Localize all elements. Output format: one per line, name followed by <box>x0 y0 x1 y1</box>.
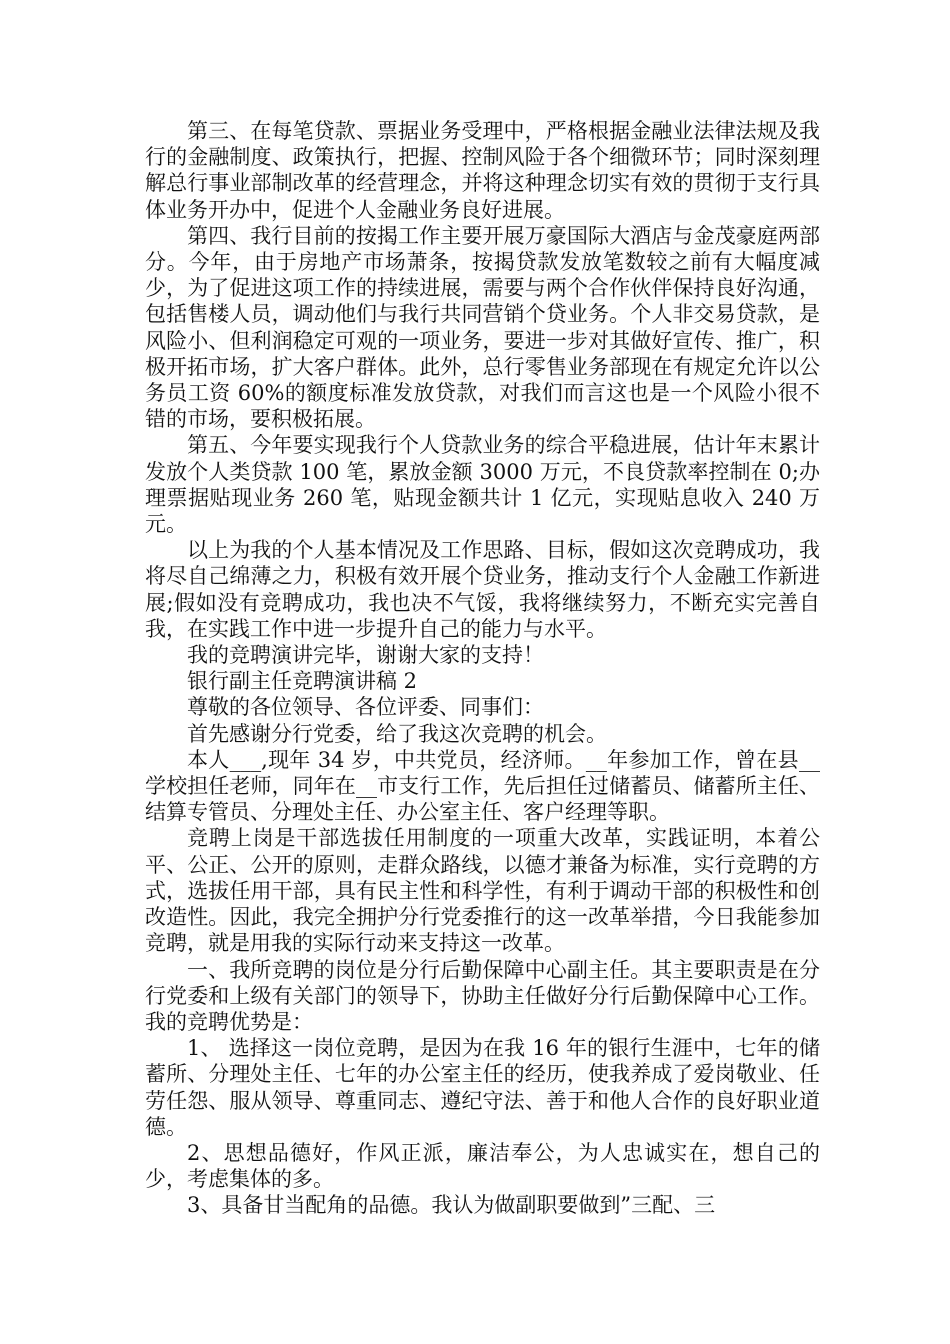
paragraph-1: 第三、在每笔贷款、票据业务受理中，严格根据金融业法律法规及我行的金融制度、政策执行，把握、控制风险于各个细微环节；同时深刻理解总行事业部制改革的经营理念，并将这种理念切实有效的贯彻于支行具体业务开办中，促进个人金融业务良好进展。 <box>145 119 820 222</box>
document-page <box>145 118 820 1219</box>
paragraph-4: 以上为我的个人基本情况及工作思路、目标，假如这次竞聘成功，我将尽自己绵薄之力，积极有效开展个贷业务，推动支行个人金融工作新进展;假如没有竞聘成功，我也决不气馁，我将继续努力，不断充实完善自我，在实践工作中进一步提升自己的能力与水平。 <box>145 538 820 641</box>
paragraph-14: 3、具备甘当配角的品德。我认为做副职要做到”三配、三 <box>187 1193 716 1218</box>
paragraph-5: 我的竞聘演讲完毕，谢谢大家的支持！ <box>187 643 544 668</box>
paragraph-13: 2、思想品德好，作风正派，廉洁奉公，为人忠诚实在，想自己的少，考虑集体的多。 <box>145 1140 820 1192</box>
paragraph-9: 本人___,现年 34 岁，中共党员，经济师。__年参加工作，曾在县__学校担任老师，同年在__市支行工作，先后担任过储蓄员、储蓄所主任、结算专管员、分理处主任、办公室主任、客户经理等职。 <box>145 747 820 825</box>
paragraph-8: 首先感谢分行党委，给了我这次竞聘的机会。 <box>187 721 607 746</box>
salutation: 尊敬的各位领导、各位评委、同事们： <box>187 695 544 720</box>
paragraph-11: 一、我所竞聘的岗位是分行后勤保障中心副主任。其主要职责是在分行党委和上级有关部门的领导下，协助主任做好分行后勤保障中心工作。我的竞聘优势是： <box>145 957 820 1034</box>
paragraph-3: 第五、今年要实现我行个人贷款业务的综合平稳进展，估计年末累计发放个人类贷款 100 笔，累放金额 3000 万元，不良贷款率控制在 0;办理票据贴现业务 260 笔，贴现金额共计 1 亿元，实现贴息收入 240 万元。 <box>145 433 820 537</box>
paragraph-12: 1、 选择这一岗位竞聘，是因为在我 16 年的银行生涯中，七年的储蓄所、分理处主任、七年的办公室主任的经历，使我养成了爱岗敬业、任劳任怨、服从领导、尊重同志、遵纪守法、善于和他人合作的良好职业道德。 <box>145 1036 820 1139</box>
section-title: 银行副主任竞聘演讲稿 2 <box>187 669 418 694</box>
paragraph-2: 第四、我行目前的按揭工作主要开展万豪国际大酒店与金茂豪庭两部分。今年，由于房地产市场萧条，按揭贷款发放笔数较之前有大幅度减少，为了促进这项工作的持续进展，需要与两个合作伙伴保持良好沟通，包括售楼人员，调动他们与我行共同营销个贷业务。个人非交易贷款，是风险小、但利润稳定可观的一项业务，要进一步对其做好宣传、推广，积极开拓市场，扩大客户群体。此外，总行零售业务部现在有规定允许以公务员工资 60%的额度标准发放贷款，对我们而言这也是一个风险小很不错的市场，要积极拓展。 <box>145 223 820 432</box>
paragraph-10: 竞聘上岗是干部选拔任用制度的一项重大改革，实践证明，本着公平、公正、公开的原则，走群众路线，以德才兼备为标准，实行竞聘的方式，选拔任用干部，具有民主性和科学性，有利于调动干部的积极性和创改造性。因此，我完全拥护分行党委推行的这一改革举措，今日我能参加竞聘，就是用我的实际行动来支持这一改革。 <box>145 826 820 956</box>
